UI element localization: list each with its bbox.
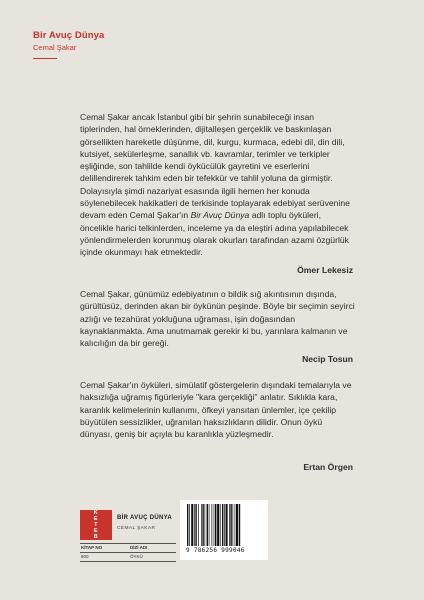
- imprint-col1-label: KİTAP NO: [81, 545, 103, 550]
- imprint-divider-mid: [80, 552, 176, 553]
- book-author: Cemal Şakar: [33, 43, 77, 52]
- imprint-col2-label: DİZİ ADI: [130, 545, 148, 550]
- quote-3-author: Ertan Örgen: [303, 462, 353, 472]
- book-title: Bir Avuç Dünya: [33, 30, 105, 41]
- quote-1-text: Cemal Şakar ancak İstanbul gibi bir şehrin sunabileceği insan tiplerinden, hal örneklerinden, dijitalleşen gerçeklik ve baskınlaşan görsellikten hareketle düşünme, dil, kurgu, kurmaca, edebi dil, din dili, kutsiyet, sekülerleşme, sanallık vb. kavramlar, terimler ve terkipler eşliğinde, son tahlilde kendi öykücülük gayretini ve eserlerini delillendirerek tahkim eden bir tefekkür ve tahlil yoluna da girmiştir. Dolayısıyla şimdi nazariyat esasında ilgili hemen her konuda söylenebilecek hakikatleri de terkisinde toplayarak edebiyat serüvenine devam eden Cemal Şakar'ın Bir Avuç Dünya adlı toplu öyküleri, öncelikle harici telkinlerden, inceleme ya da eleştiri adına yapılabilecek yönlendirmelerden korunmuş olarak okurları tarafından azami özgürlük içinde okunmayı hak etmektedir.: [80, 112, 350, 258]
- barcode: [180, 500, 268, 560]
- publisher-logo: K E T E B: [80, 510, 112, 540]
- barcode-bars: [186, 504, 262, 546]
- inline-book-title: Bir Avuç Dünya: [190, 210, 250, 221]
- imprint-divider-top: [80, 543, 176, 544]
- imprint-title: BİR AVUÇ DÜNYA: [117, 515, 172, 521]
- barcode-number: 9 786256 999046: [186, 547, 245, 554]
- quote-2: [80, 288, 355, 349]
- quote-2-text: Cemal Şakar, günümüz edebiyatının o bildik sığ akıntısının dışında, gürültüsüz, derinden akan bir öykünün peşinde. Böyle bir seçimin seyirci azlığı ve tezahürat yokluğuna uğraması, işin doğasından kaynaklanmakta. Ama unutmamak gerekir ki bu, yarınlara kalmanın ve kalıcılığın da bir gereği.: [80, 289, 355, 349]
- imprint-author: CEMAL ŞAKAR: [117, 526, 156, 531]
- imprint-divider-bottom: [80, 561, 176, 562]
- quote-3-text: Cemal Şakar'ın öyküleri, simülatif göstergelerin dışındaki temalarıyla ve haksızlığa uğramış figürleriyle "kara gerçekliği" anlatır. Sıklıkla kara, karanlık kelimelerinin kullanımı, öfkeyi yansıtan ünlemler, içe çekilip büyütülen sessizlikler, uğranılan haksızlıkların dilidir. Onun öykü dünyası, geniş bir açıyla bu karanlıkla yüzleşmedir.: [80, 380, 352, 440]
- imprint-col1-value: 800: [81, 554, 89, 559]
- quote-3: [80, 379, 355, 440]
- accent-rule: [33, 58, 57, 59]
- quote-1: [80, 111, 355, 259]
- quote-1-author: Ömer Lekesiz: [297, 265, 353, 275]
- quote-2-author: Necip Tosun: [302, 354, 353, 364]
- imprint-col2-value: ÖYKÜ: [130, 554, 143, 559]
